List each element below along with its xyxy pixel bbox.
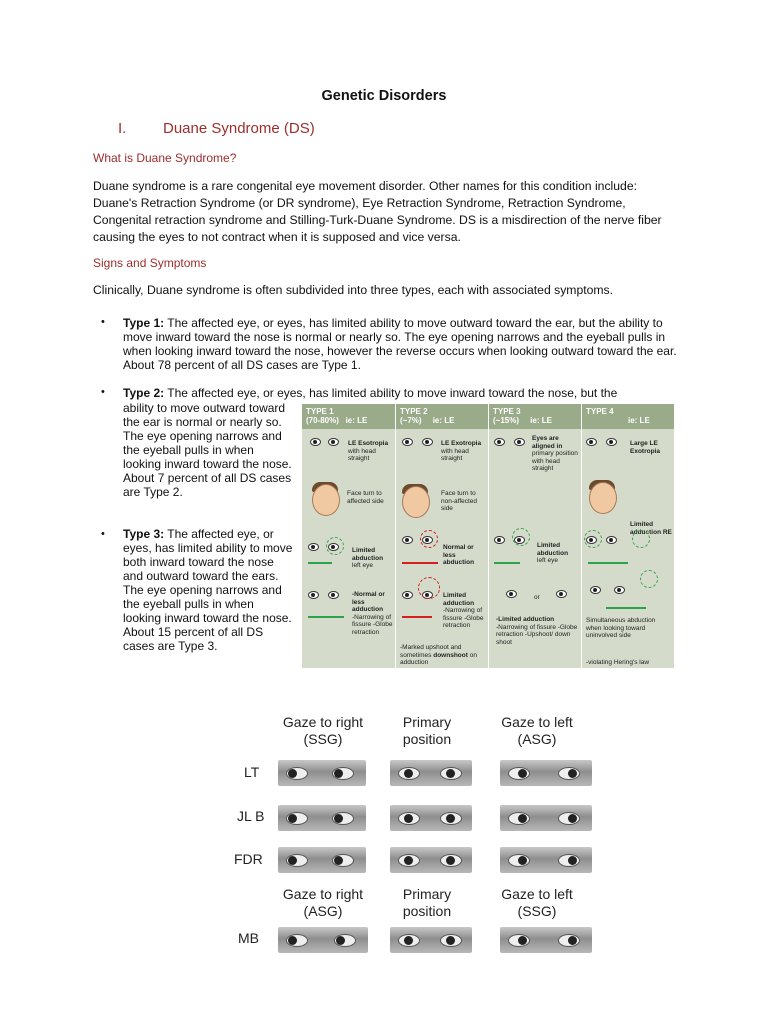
limited-motion-icon [420,530,438,548]
section-number: I. [118,120,127,137]
t2-row2: Face turn to non-affected side [441,490,478,512]
limited-motion-icon [512,528,530,546]
arrow-icon [494,562,520,564]
t4-row1: Large LE Exotropia [630,440,660,455]
eye-icon [506,590,517,598]
eye-icon [514,438,525,446]
eye-photo [278,927,368,953]
type1-bullet [123,316,683,372]
eye-photo [500,805,592,831]
eye-photo [278,760,366,786]
gaze-header: Gaze to right (ASG) [282,886,364,919]
arrow-icon [402,562,438,564]
type1-label: Type 1: [123,316,165,330]
eye-photo [500,847,592,873]
subheading-what-is: What is Duane Syndrome? [93,151,237,165]
row-label: LT [244,764,260,780]
arrow-icon [308,562,332,564]
table-header-type2: TYPE 2 (~7%) ie: LE [395,404,488,429]
eye-photo [500,760,592,786]
limited-motion-icon [418,577,440,599]
t3-row3: Limited abduction left eye [537,542,569,564]
type2-text-first: The affected eye, or eyes, has limited ability to move inward toward the nose, but the [164,386,618,400]
eye-photo [278,805,366,831]
column-divider [581,429,582,668]
limited-motion-icon [632,530,650,548]
t2-row3: Normal or less abduction [443,544,475,566]
intro-paragraph: Duane syndrome is a rare congenital eye movement disorder. Other names for this condition include: Duane's Retraction Syndrome (or DR syndrome), Eye Retraction Syndrome, Retraction Syndrome, Congenital retraction syndrome and Stilling-Turk-Duane Syndrome. DS is a misdirection of the nerve fiber causing the eyes to not contract when it is supposed and vice versa. [93,179,662,244]
gaze-header: Gaze to left (ASG) [501,714,573,747]
t1-row2: Face turn to affected side [347,490,384,505]
bullet-icon: • [101,528,105,540]
gaze-header: Primary position [402,886,452,919]
eye-icon [556,590,567,598]
subheading-signs: Signs and Symptoms [93,256,207,270]
arrow-icon [402,616,432,618]
type3-text: The affected eye, or eyes, has limited ability to move both inward toward the nose and outward toward the ears. The eye opening narrows and the eyeball pulls in when looking inward toward the nose. About 15 percent of all DS cases are Type 3. [123,527,293,653]
row-label: FDR [234,851,263,867]
eye-icon [402,438,413,446]
column-divider [488,429,489,668]
t3-row1: Eyes are aligned in primary position with head straight [532,435,578,472]
arrow-icon [308,616,344,618]
eye-photo [390,760,472,786]
eye-icon [586,438,597,446]
column-divider [395,429,396,668]
type1-text: The affected eye, or eyes, has limited ability to move outward toward the ear, but the ability to move inward toward the nose is normal or nearly so. The eye opening narrows and the eyeball pulls in when looking inward toward the nose, however the reverse occurs when looking outward toward the ear. About 78 percent of all DS cases are Type 1. [123,316,677,372]
eye-icon [308,591,319,599]
table-header-type1: TYPE 1 (70-80%) ie: LE [302,404,395,429]
eye-icon [422,438,433,446]
eye-photo [278,847,366,873]
type3-bullet [123,527,293,653]
type3-label: Type 3: [123,527,165,541]
t4-row4: Simultaneous abduction when looking toward uninvolved side [586,617,656,639]
table-header-type4: TYPE 4 ie: LE [581,404,674,429]
duane-types-table [302,404,674,668]
bullet-icon: • [101,316,105,328]
eye-photo [390,847,472,873]
gaze-header: Primary position [402,714,452,747]
type2-label: Type 2: [123,386,165,400]
type2-first-line [123,386,683,400]
arrow-icon [606,607,646,609]
t4-row5: -violating Hering's law [586,659,650,666]
eye-icon [494,536,505,544]
eye-photo [390,805,472,831]
eye-photo [500,927,592,953]
t1-row3: Limited abduction left eye [352,547,384,569]
eye-icon [606,438,617,446]
t1-row4: -Normal or less adduction -Narrowing of fissure -Globe retraction [352,591,393,636]
limited-motion-icon [640,570,658,588]
eye-icon [614,586,625,594]
face-icon [312,484,340,516]
eye-icon [402,536,413,544]
bullet-icon: • [101,386,105,398]
t1-row1: LE Esotropia with head straight [348,440,389,462]
face-icon [402,486,430,518]
gaze-photo-figure [232,705,612,980]
eye-icon [402,591,413,599]
section-title: Duane Syndrome (DS) [163,120,315,137]
t2-row1: LE Exotropia with head straight [441,440,482,462]
limited-motion-icon [584,530,602,548]
row-label: JL B [237,808,265,824]
page-title: Genetic Disorders [321,88,447,104]
gaze-header: Gaze to right (SSG) [282,714,364,747]
arrow-icon [588,562,628,564]
limited-motion-icon [326,537,344,555]
gaze-header: Gaze to left (SSG) [501,886,573,919]
t4-row2: Limited adduction RE [630,521,672,536]
eye-icon [328,591,339,599]
face-icon [589,482,617,514]
eye-icon [590,586,601,594]
t2-row4: Limited adduction -Narrowing of fissure -Globe retraction [443,592,484,629]
eye-icon [606,536,617,544]
eye-icon [494,438,505,446]
row-label: MB [238,930,259,946]
t3-row4: -Limited adduction -Narrowing of fissure -Globe retraction -Upshoot/ down shoot [496,616,578,646]
table-header-type3: TYPE 3 (~15%) ie: LE [488,404,581,429]
or-label: or [534,594,540,601]
eye-photo [390,927,472,953]
t2-row5: -Marked upshoot and sometimes downshoot on adduction [400,644,477,666]
eye-icon [310,438,321,446]
type2-text-rest: ability to move outward toward the ear is normal or nearly so. The eye opening narrows and the eyeball pulls in when looking inward toward the nose. About 7 percent of all DS cases are Type 2. [123,401,292,499]
types-intro: Clinically, Duane syndrome is often subdivided into three types, each with associated symptoms. [93,283,614,297]
eye-icon [328,438,339,446]
eye-icon [308,543,319,551]
